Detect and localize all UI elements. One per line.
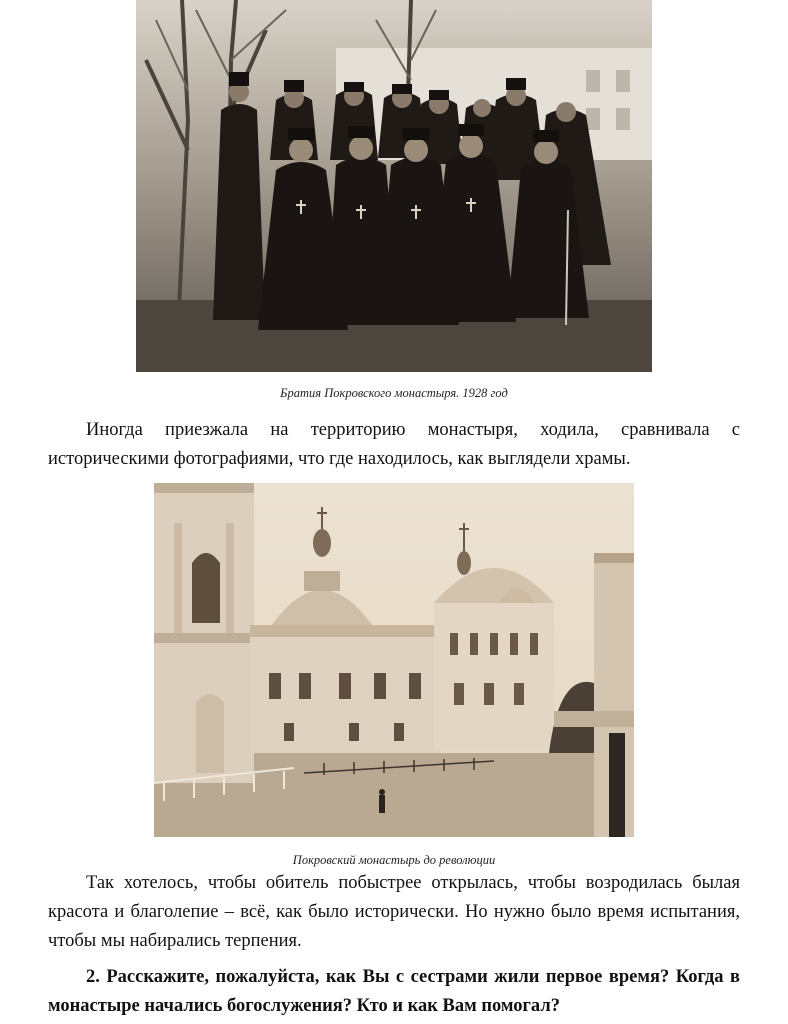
monks-group-image bbox=[136, 0, 652, 372]
body-paragraph: Иногда приезжала на территорию монастыря, ходила, сравнивала с историческими фотографиями, что где находилось, как выглядели храмы. bbox=[48, 420, 740, 469]
body-paragraph: Так хотелось, чтобы обитель побыстрее открылась, чтобы возродилась былая красота и благолепие – всё, как было исторически. Но нужно было время испытания, чтобы мы набирались терпения. bbox=[48, 873, 740, 951]
photo-caption: Братия Покровского монастыря. 1928 год bbox=[280, 386, 508, 400]
photo-caption: Покровский монастырь до революции bbox=[292, 853, 496, 867]
monks-group-photo bbox=[136, 0, 652, 372]
monastery-image bbox=[154, 483, 634, 837]
interview-question: 2. Расскажите, пожалуйста, как Вы с сестрами жили первое время? Когда в монастыре начались богослужения? Кто и как Вам помогал? bbox=[48, 967, 740, 1016]
monastery-photo bbox=[154, 483, 634, 837]
